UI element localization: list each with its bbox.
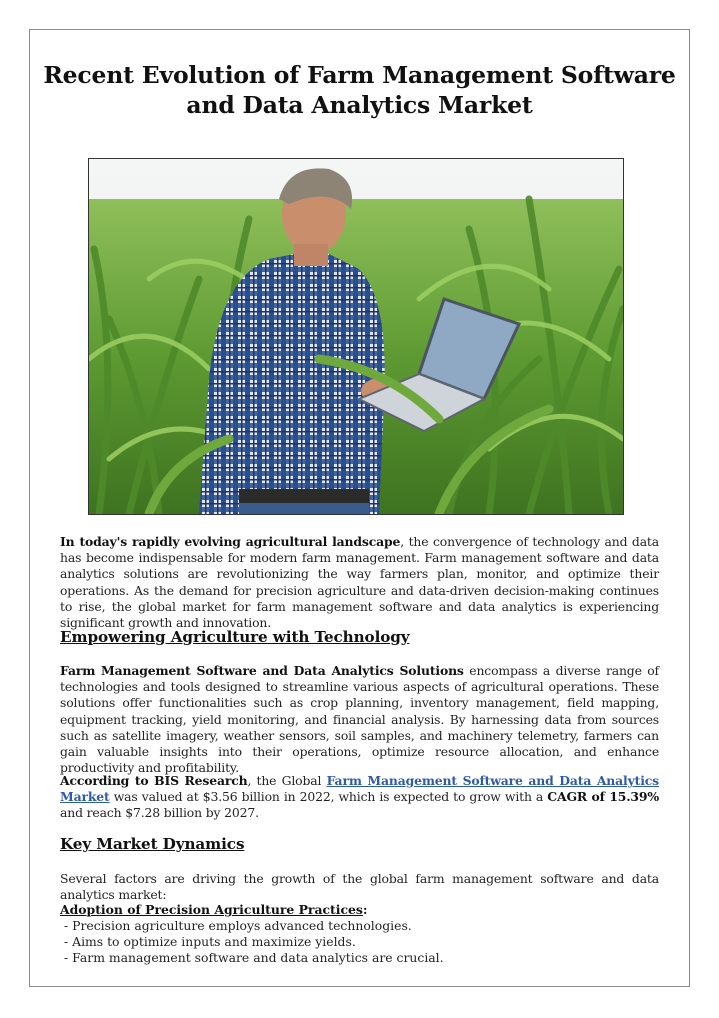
title-line-2: and Data Analytics Market [186, 91, 533, 119]
market-text-c: and reach $7.28 billion by 2027. [60, 805, 259, 821]
list-item: - Precision agriculture employs advanced technologies. [64, 918, 412, 933]
precision-ag-bullets [60, 918, 660, 967]
solutions-body: encompass a diverse range of technologies and tools designed to streamline various aspects of agricultural operations. These solutions offer functionalities such as crop planning, inventory management, field mapping, equipment tracking, yield monitoring, and financial analysis. By harnessing data from sources such as satellite imagery, weather sensors, soil samples, and machinery telemetry, farmers can gain valuable insights into their operations, optimize resource allocation, and enhance productivity and profitability. [60, 663, 659, 776]
intro-paragraph [60, 534, 659, 631]
solutions-paragraph [60, 663, 659, 776]
section-heading-empowering: Empowering Agriculture with Technology [60, 628, 410, 646]
page-title [40, 60, 679, 120]
intro-body: , the convergence of technology and data has become indispensable for modern farm management. Farm management software and data analytics solutions are revolutionizing the way farmers plan, monitor, and optimize their operations. As the demand for precision agriculture and data-driven decision-making continues to rise, the global market for farm management software and data analytics is experiencing significant growth and innovation. [60, 534, 659, 631]
market-text-b: was valued at $3.56 billion in 2022, which is expected to grow with a [109, 789, 548, 805]
list-item: - Aims to optimize inputs and maximize yields. [64, 934, 356, 950]
intro-lead: In today's rapidly evolving agricultural landscape [60, 534, 401, 549]
market-text-a: , the Global [247, 773, 327, 788]
subsection-heading: Adoption of Precision Agriculture Practices [60, 902, 363, 917]
bis-research-lead: According to BIS Research [60, 773, 248, 788]
list-item: - Farm management software and data analytics are crucial. [64, 950, 444, 966]
section-heading-dynamics: Key Market Dynamics [60, 835, 245, 853]
farmer-with-laptop-in-cornfield-photo-icon [89, 159, 623, 514]
title-line-1: Recent Evolution of Farm Management Software [43, 61, 676, 89]
cagr-value: CAGR of 15.39% [547, 789, 659, 805]
market-report-link[interactable]: Farm Management Software and Data Analytics Market [60, 773, 659, 805]
dynamics-intro: Several factors are driving the growth of the global farm management software and data analytics market: [60, 871, 659, 903]
solutions-lead: Farm Management Software and Data Analytics Solutions [60, 663, 464, 678]
farmer-laptop-cornfield-image [88, 158, 624, 515]
subsection-colon: : [362, 902, 368, 917]
market-size-paragraph [60, 773, 659, 822]
subsection-precision-ag [60, 902, 367, 917]
